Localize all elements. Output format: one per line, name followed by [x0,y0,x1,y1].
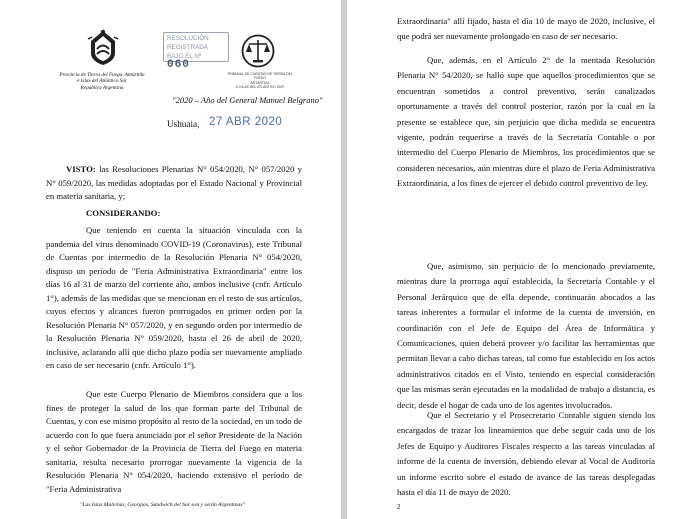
paragraph: Extraordinaria" allí fijado, hasta el día 10 de mayo de 2020, inclusive, el que podrá ser nuevamente prolongado en caso de ser necesario. [397,16,655,42]
province-name: Provincia de Tierra del Fuego, Antártida e Islas del Atlántico Sur República Argentina [59,72,145,91]
place: Ushuaia, [167,119,200,129]
registration-stamp: RESOLUCIÓN REGISTRADA BAJO EL Nº 060 [163,32,229,62]
page-footer: "Las Islas Malvinas, Georgias, Sandwich del Sur son y serán Argentinas" [80,502,245,508]
page-number: 2 [397,503,401,511]
considerando-heading: CONSIDERANDO: [86,208,161,218]
paragraph: Que este Cuerpo Plenario de Miembros considera que a los fines de proteger la salud de los que forman parte del Tribunal de Cuentas, y con ese mismo propósito al resto de la sociedad, en un todo de acuerdo con lo que fuera anunciado por el señor Presidente de la Nación y el señor Gobernador de la Provincia de Tierra del Fuego en materia sanitaria, resulta necesario prorrogar nuevamente la vigencia de la Resolución Plenaria N° 054/2020, haciendo extensivo el período de "Feria Administrativa [46,389,302,494]
document-page-1 [0,0,341,519]
document-page-2 [347,0,688,519]
tribunal-name: TRIBUNAL DE CUENTAS DE TIERRA DEL FUEGO ANTÁRTIDA E ISLAS DEL ATLÁNTICO SUR [227,72,293,90]
date-stamp: 27 ABR 2020 [209,116,283,128]
paragraph: Que teniendo en cuenta la situación vinculada con la pandemia del virus denominado COVID-19 (Coronavirus), este Tribunal de Cuentas por intermedio de la Resolución Plenaria N° 054/2020, dispuso un período de "Feria Administrativa Extraordinaria" entre los días 16 al 31 de marzo del corriente año, ambos inclusive (cnfr. Artículo 1°), además de las medidas que se mencionan en el resto de sus artículos, cuyos efectos y alcances fueron prorrogados en primer orden por la Resolución Plenaria N° 057/2020, y en segundo orden por intermedio de la Resolución Plenaria N° 059/2020, hasta el 26 de abril de 2020, inclusive, aclarando allí que dicho plazo podía ser nuevamente ampliado en caso de ser necesario (cnfr. Artículo 1°). [46,225,302,371]
tribunal-logo-icon [241,34,275,68]
year-motto: "2020 – Año del General Manuel Belgrano" [172,95,323,105]
paragraph: Que el Secretario y el Prosecretario Contable siguen siendo los encargados de trazar los lineamientos que debe seguir cada uno de los Jefes de Equipo y Auditores Fiscales respecto a las tareas vinculadas al informe de la cuenta de inversión, debiendo elevar al Vocal de Auditoría un informe escrito sobre el estado de avance de las tareas desplegadas hasta el día 11 de mayo de 2020. [397,410,655,498]
province-emblem-icon [87,27,119,67]
visto-paragraph: VISTO: las Resoluciones Plenarias N° 054/2020, N° 057/2020 y N° 059/2020, las medidas adoptadas por el Estado Nacional y Provincial en materia sanitaria, y; [46,164,302,202]
paragraph: Que, además, en el Artículo 2° de la mentada Resolución Plenaria N° 54/2020, se halló supe que aquellos procedimientos que se encuentran sometidos a control preventivo, serán canalizados oportunamente a través del control posterior, razón por la cual en la presente se establece que, sin perjuicio que dicha medida se encuentra vigente, podrán requerirse a través de la Secretaría Contable o por intermedio del Cuerpo Plenario de Miembros, los procedimientos que se consideren necesarios, aún mientras dure el plazo de Feria Administrativa Extraordinaria, a los fines de ejercer el debido control preventivo de ley. [397,55,655,189]
paragraph: Que, asimismo, sin perjuicio de lo mencionado previamente, mientras dure la prorroga aquí establecida, la Secretaría Contable y el Personal Jerárquico que de ella depende, continuarán abocados a las tareas inherentes a formular el informe de la cuenta de inversión, en coordinación con el Jefe de Equipo del Área de Informática y Comunicaciones, quien deberá proveer y/o facilitar las herramientas que permitan llevar a cabo dichas tareas, tal como fue establecido en los actos administrativos citados en el Visto, teniendo en especial consideración que las mismas serán ejecutadas en la modalidad de trabajo a distancia, es decir, desde el hogar de cada uno de los agentes involucrados. [397,261,655,410]
resolution-number: 060 [167,59,190,71]
